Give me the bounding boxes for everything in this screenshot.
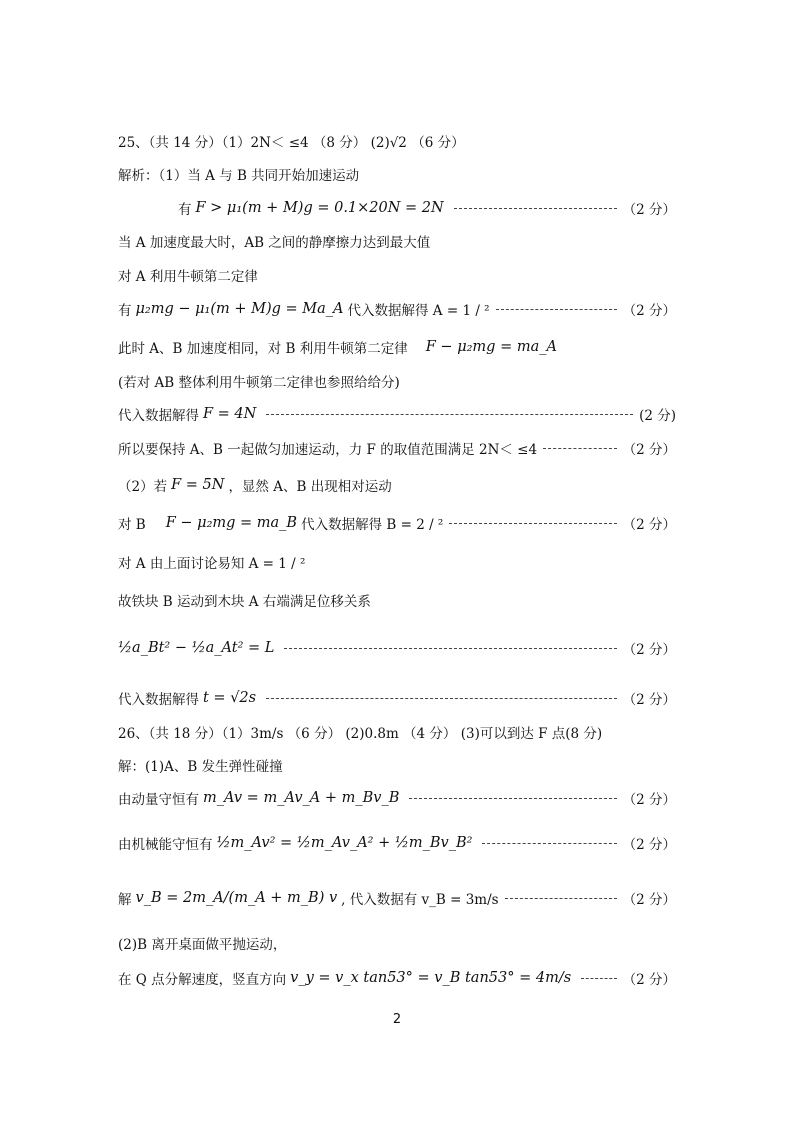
q25-answer-summary [118, 129, 676, 153]
q25-newton-a-equation [118, 297, 676, 321]
line-prefix: 有 [118, 303, 132, 319]
dash-leader [449, 523, 616, 524]
equation: t = √2s [203, 690, 257, 706]
q26-energy-equation [118, 823, 676, 863]
equation: μ₂mg − μ₁(m + M)g = Ma_A [135, 301, 344, 317]
dash-leader [454, 208, 617, 209]
q25-force-result [118, 402, 676, 426]
q25-newton-b-line [118, 335, 676, 359]
q25-a-accel-line [118, 550, 676, 574]
line-suffix: 代入数据解得 A = 1 / ² [347, 303, 490, 319]
dash-leader [409, 798, 616, 799]
q26-momentum-equation [118, 786, 676, 810]
line-prefix: 由动量守恒有 [118, 792, 199, 808]
score-label: （2 分） [622, 202, 676, 218]
q25-newton-b-equation [118, 511, 676, 535]
line-text: 故铁块 B 运动到木块 A 右端满足位移关系 [118, 594, 371, 610]
dash-leader [543, 448, 617, 449]
line-suffix: , 代入数据有 v_B = 3m/s [341, 892, 499, 908]
score-label: （2 分） [622, 303, 676, 319]
q25-part2-intro [118, 473, 676, 497]
q25-analysis-intro [118, 162, 676, 186]
score-label: (2 分) [639, 408, 676, 424]
q26-answer-summary [118, 720, 676, 744]
equation: ½m_Av² = ½m_Av_A² + ½m_Bv_B² [216, 835, 473, 851]
dash-leader [482, 843, 616, 844]
equation: ½a_Bt² − ½a_At² = L [118, 640, 275, 656]
score-label: （2 分） [622, 692, 676, 708]
equation: m_Av = m_Av_A + m_Bv_B [203, 790, 400, 806]
q25-condition-equation [178, 196, 676, 220]
q25-time-result [118, 686, 676, 710]
equation: F − μ₂mg = ma_A [425, 339, 557, 355]
dash-leader [581, 978, 616, 979]
score-label: （2 分） [622, 837, 676, 853]
line-prefix: 代入数据解得 [118, 408, 199, 424]
line-text: 解析：（1）当 A 与 B 共同开始加速运动 [118, 168, 360, 184]
line-text: 对 A 利用牛顿第二定律 [118, 269, 258, 285]
line-prefix: 对 B [118, 517, 146, 533]
line-text: 25、（共 14 分）（1）2N＜ ≤4 （8 分） (2)√2 （6 分） [118, 135, 465, 151]
line-text: (2)B 离开桌面做平抛运动， [118, 937, 287, 953]
line-prefix: （2）若 [118, 479, 168, 495]
page-number: 2 [392, 1012, 402, 1027]
q26-velocity-decomposition [118, 966, 676, 990]
line-text: 26、（共 18 分）（1）3m/s （6 分） (2)0.8m （4 分） (3)可以到达 F 点(8 分) [118, 726, 603, 742]
q25-range-line [118, 436, 676, 460]
line-suffix: 代入数据解得 B = 2 / ² [301, 517, 444, 533]
line-prefix: 解 [118, 892, 132, 908]
equation: F − μ₂mg = ma_B [165, 515, 298, 531]
line-prefix: 由机械能守恒有 [118, 837, 213, 853]
line-text: (若对 AB 整体利用牛顿第二定律也参照给给分) [118, 375, 400, 391]
score-label: （2 分） [622, 642, 676, 658]
line-text: 此时 A、B 加速度相同，对 B 利用牛顿第二定律 [118, 341, 408, 357]
score-label: （2 分） [622, 517, 676, 533]
q25-displacement-equation [118, 628, 676, 668]
line-suffix: ，显然 A、B 出现相对运动 [228, 479, 392, 495]
line-prefix: 所以要保持 A、B 一起做匀加速运动，力 F 的取值范围满足 2N＜ ≤4 [118, 442, 538, 458]
score-label: （2 分） [622, 442, 676, 458]
equation: v_B = 2m_A/(m_A + m_B) v [135, 890, 338, 906]
score-label: （2 分） [622, 892, 676, 908]
q26-part1-intro [118, 753, 676, 777]
dash-leader [266, 698, 617, 699]
dash-leader [266, 414, 633, 415]
q25-max-accel-text [118, 229, 676, 253]
line-text: 解：(1)A、B 发生弹性碰撞 [118, 759, 283, 775]
line-text: 对 A 由上面讨论易知 A = 1 / ² [118, 556, 306, 572]
score-label: （2 分） [622, 972, 676, 988]
line-prefix: 代入数据解得 [118, 692, 199, 708]
equation: v_y = v_x tan53° = v_B tan53° = 4m/s [290, 970, 572, 986]
q25-note-line [118, 369, 676, 393]
line-prefix: 有 [178, 202, 192, 218]
dash-leader [284, 648, 616, 649]
q25-newton-a-text [118, 263, 676, 287]
line-prefix: 在 Q 点分解速度，竖直方向 [118, 972, 287, 988]
equation: F = 5N [171, 477, 225, 493]
q26-velocity-solution [118, 878, 676, 918]
q26-part2-intro [118, 931, 676, 955]
score-label: （2 分） [622, 792, 676, 808]
q25-displacement-text [118, 588, 676, 612]
line-text: 当 A 加速度最大时，AB 之间的静摩擦力达到最大值 [118, 235, 431, 251]
equation: F = 4N [203, 406, 257, 422]
equation: F > μ₁(m + M)g = 0.1×20N = 2N [195, 200, 444, 216]
dash-leader [505, 898, 617, 899]
dash-leader [496, 309, 617, 310]
